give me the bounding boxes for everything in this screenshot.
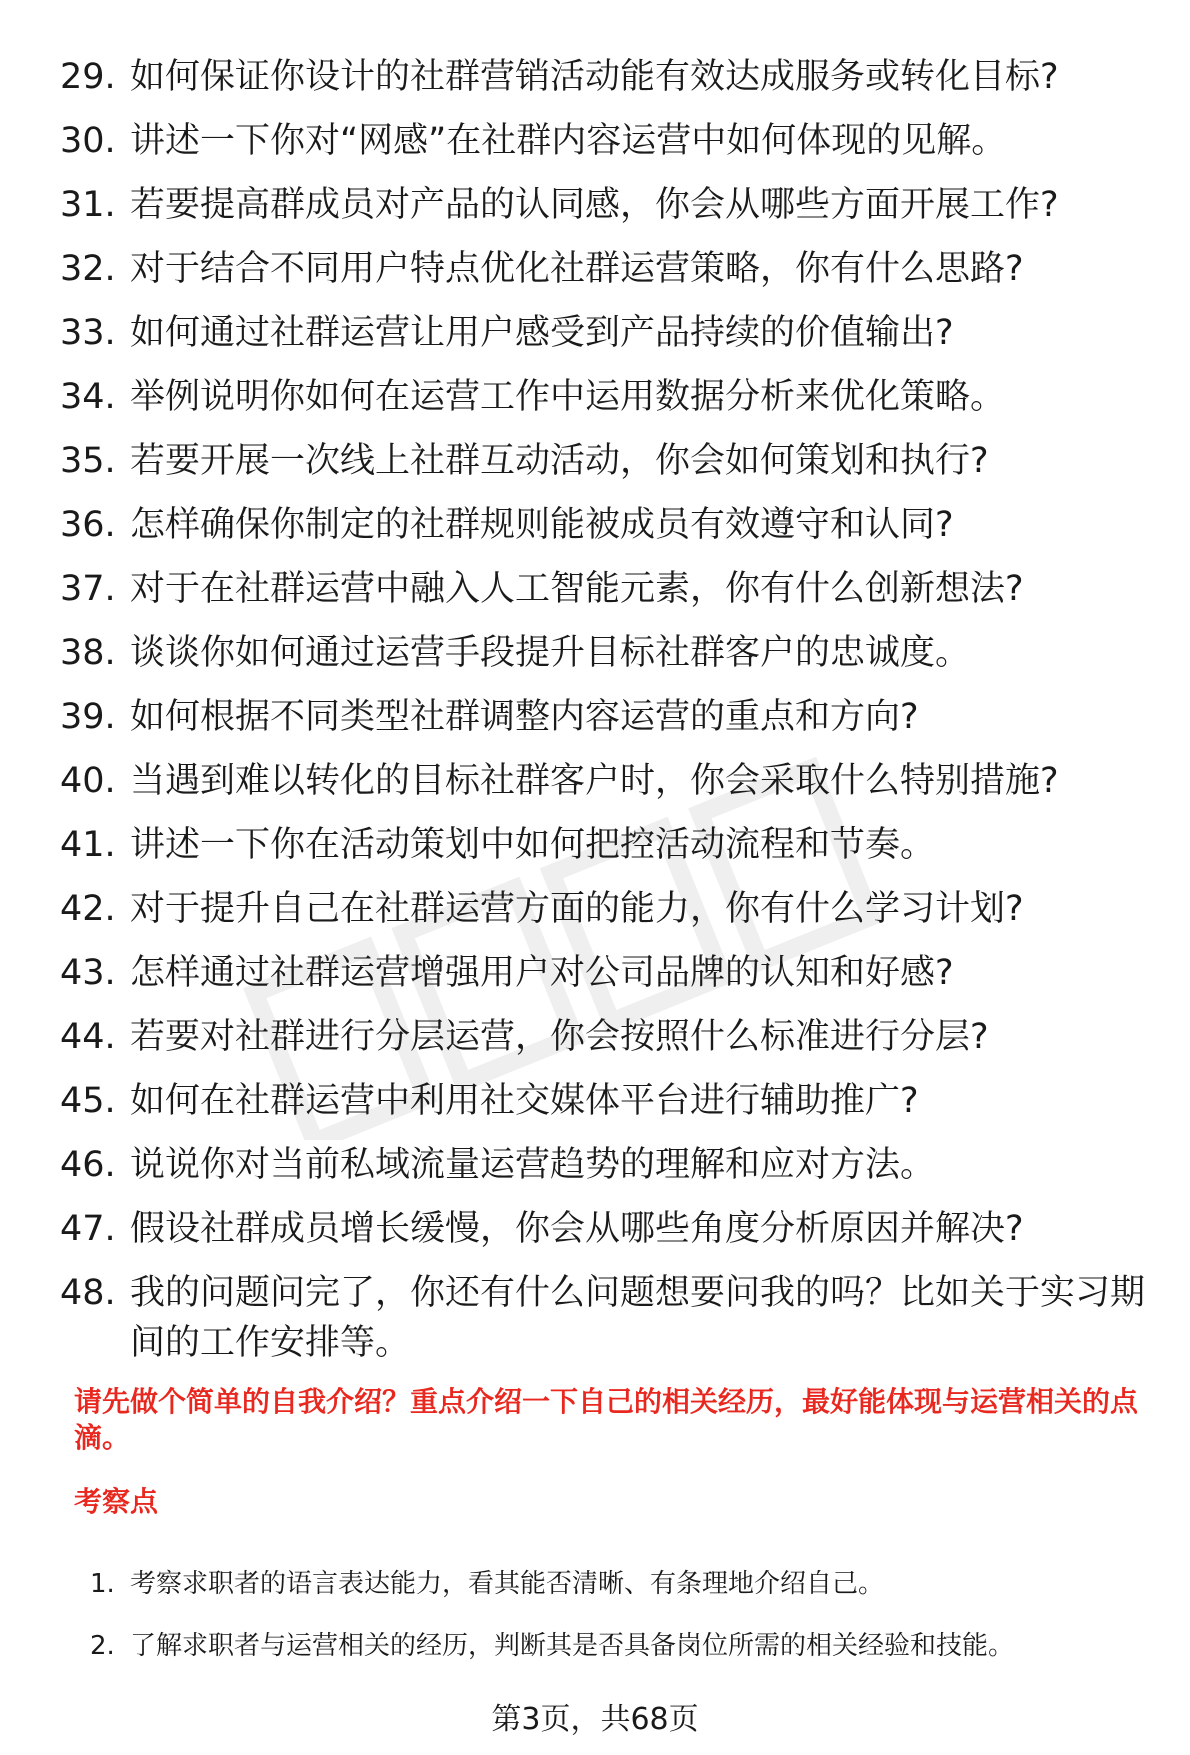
question-item [60,180,1160,244]
question-text: 如何根据不同类型社群调整内容运营的重点和方向? [130,697,919,737]
question-text: 对于提升自己在社群运营方面的能力，你有什么学习计划? [130,889,1024,929]
question-number: 30. [60,121,116,161]
question-number: 41. [60,825,116,865]
question-item [60,52,1160,116]
question-number: 29. [60,57,116,97]
question-text: 如何通过社群运营让用户感受到产品持续的价值输出? [130,313,954,353]
question-number: 38. [60,633,116,673]
point-number: 1. [90,1569,115,1599]
question-text: 对于结合不同用户特点优化社群运营策略，你有什么思路? [130,249,1024,289]
question-number: 31. [60,185,116,225]
point-text: 了解求职者与运营相关的经历，判断其是否具备岗位所需的相关经验和技能。 [130,1631,1015,1661]
question-item [60,948,1160,1012]
question-text: 当遇到难以转化的目标社群客户时，你会采取什么特别措施? [130,761,1059,801]
question-item [60,756,1160,820]
question-item [60,1268,1160,1368]
question-item [60,372,1160,436]
question-item [60,436,1160,500]
question-number: 34. [60,377,116,417]
question-text: 谈谈你如何通过运营手段提升目标社群客户的忠诚度。 [130,633,971,673]
question-number: 42. [60,889,116,929]
question-text: 讲述一下你在活动策划中如何把控活动流程和节奏。 [130,825,936,865]
question-text: 讲述一下你对“网感”在社群内容运营中如何体现的见解。 [130,121,1007,161]
question-text: 怎样确保你制定的社群规则能被成员有效遵守和认同? [130,505,954,545]
question-text: 如何在社群运营中利用社交媒体平台进行辅助推广? [130,1081,919,1121]
question-text: 对于在社群运营中融入人工智能元素，你有什么创新想法? [130,569,1024,609]
assessment-points-list [90,1566,1170,1690]
question-number: 40. [60,761,116,801]
question-number: 36. [60,505,116,545]
question-item [60,1076,1160,1140]
question-number: 32. [60,249,116,289]
question-item [60,244,1160,308]
question-number: 39. [60,697,116,737]
question-text: 若要提高群成员对产品的认同感，你会从哪些方面开展工作? [130,185,1059,225]
question-number: 45. [60,1081,116,1121]
question-text: 我的问题问完了，你还有什么问题想要问我的吗？比如关于实习期间的工作安排等。 [130,1273,1146,1363]
question-item [60,1012,1160,1076]
question-number: 35. [60,441,116,481]
question-number: 37. [60,569,116,609]
page-footer: 第3页，共68页 [491,1702,699,1737]
question-number: 43. [60,953,116,993]
point-number: 2. [90,1631,115,1661]
question-text: 如何保证你设计的社群营销活动能有效达成服务或转化目标? [130,57,1059,97]
question-number: 33. [60,313,116,353]
highlight-question: 请先做个简单的自我介绍？重点介绍一下自己的相关经历，最好能体现与运营相关的点滴。 [74,1385,1139,1454]
question-text: 怎样通过社群运营增强用户对公司品牌的认知和好感? [130,953,954,993]
question-text: 假设社群成员增长缓慢，你会从哪些角度分析原因并解决? [130,1209,1024,1249]
question-item [60,884,1160,948]
question-list [60,52,1160,1368]
question-text: 举例说明你如何在运营工作中运用数据分析来优化策略。 [130,377,1006,417]
question-text: 说说你对当前私域流量运营趋势的理解和应对方法。 [130,1145,936,1185]
question-number: 47. [60,1209,116,1249]
question-item [60,1140,1160,1204]
question-number: 48. [60,1273,116,1313]
question-number: 44. [60,1017,116,1057]
question-item [60,1204,1160,1268]
assessment-point [90,1628,1170,1690]
question-text: 若要开展一次线上社群互动活动，你会如何策划和执行? [130,441,989,481]
question-text: 若要对社群进行分层运营，你会按照什么标准进行分层? [130,1017,989,1057]
question-item [60,500,1160,564]
section-title: 考察点 [74,1485,159,1518]
point-text: 考察求职者的语言表达能力，看其能否清晰、有条理地介绍自己。 [130,1569,885,1599]
question-item [60,820,1160,884]
question-item [60,692,1160,756]
question-number: 46. [60,1145,116,1185]
question-item [60,116,1160,180]
assessment-point [90,1566,1170,1628]
question-item [60,308,1160,372]
question-item [60,628,1160,692]
question-item [60,564,1160,628]
